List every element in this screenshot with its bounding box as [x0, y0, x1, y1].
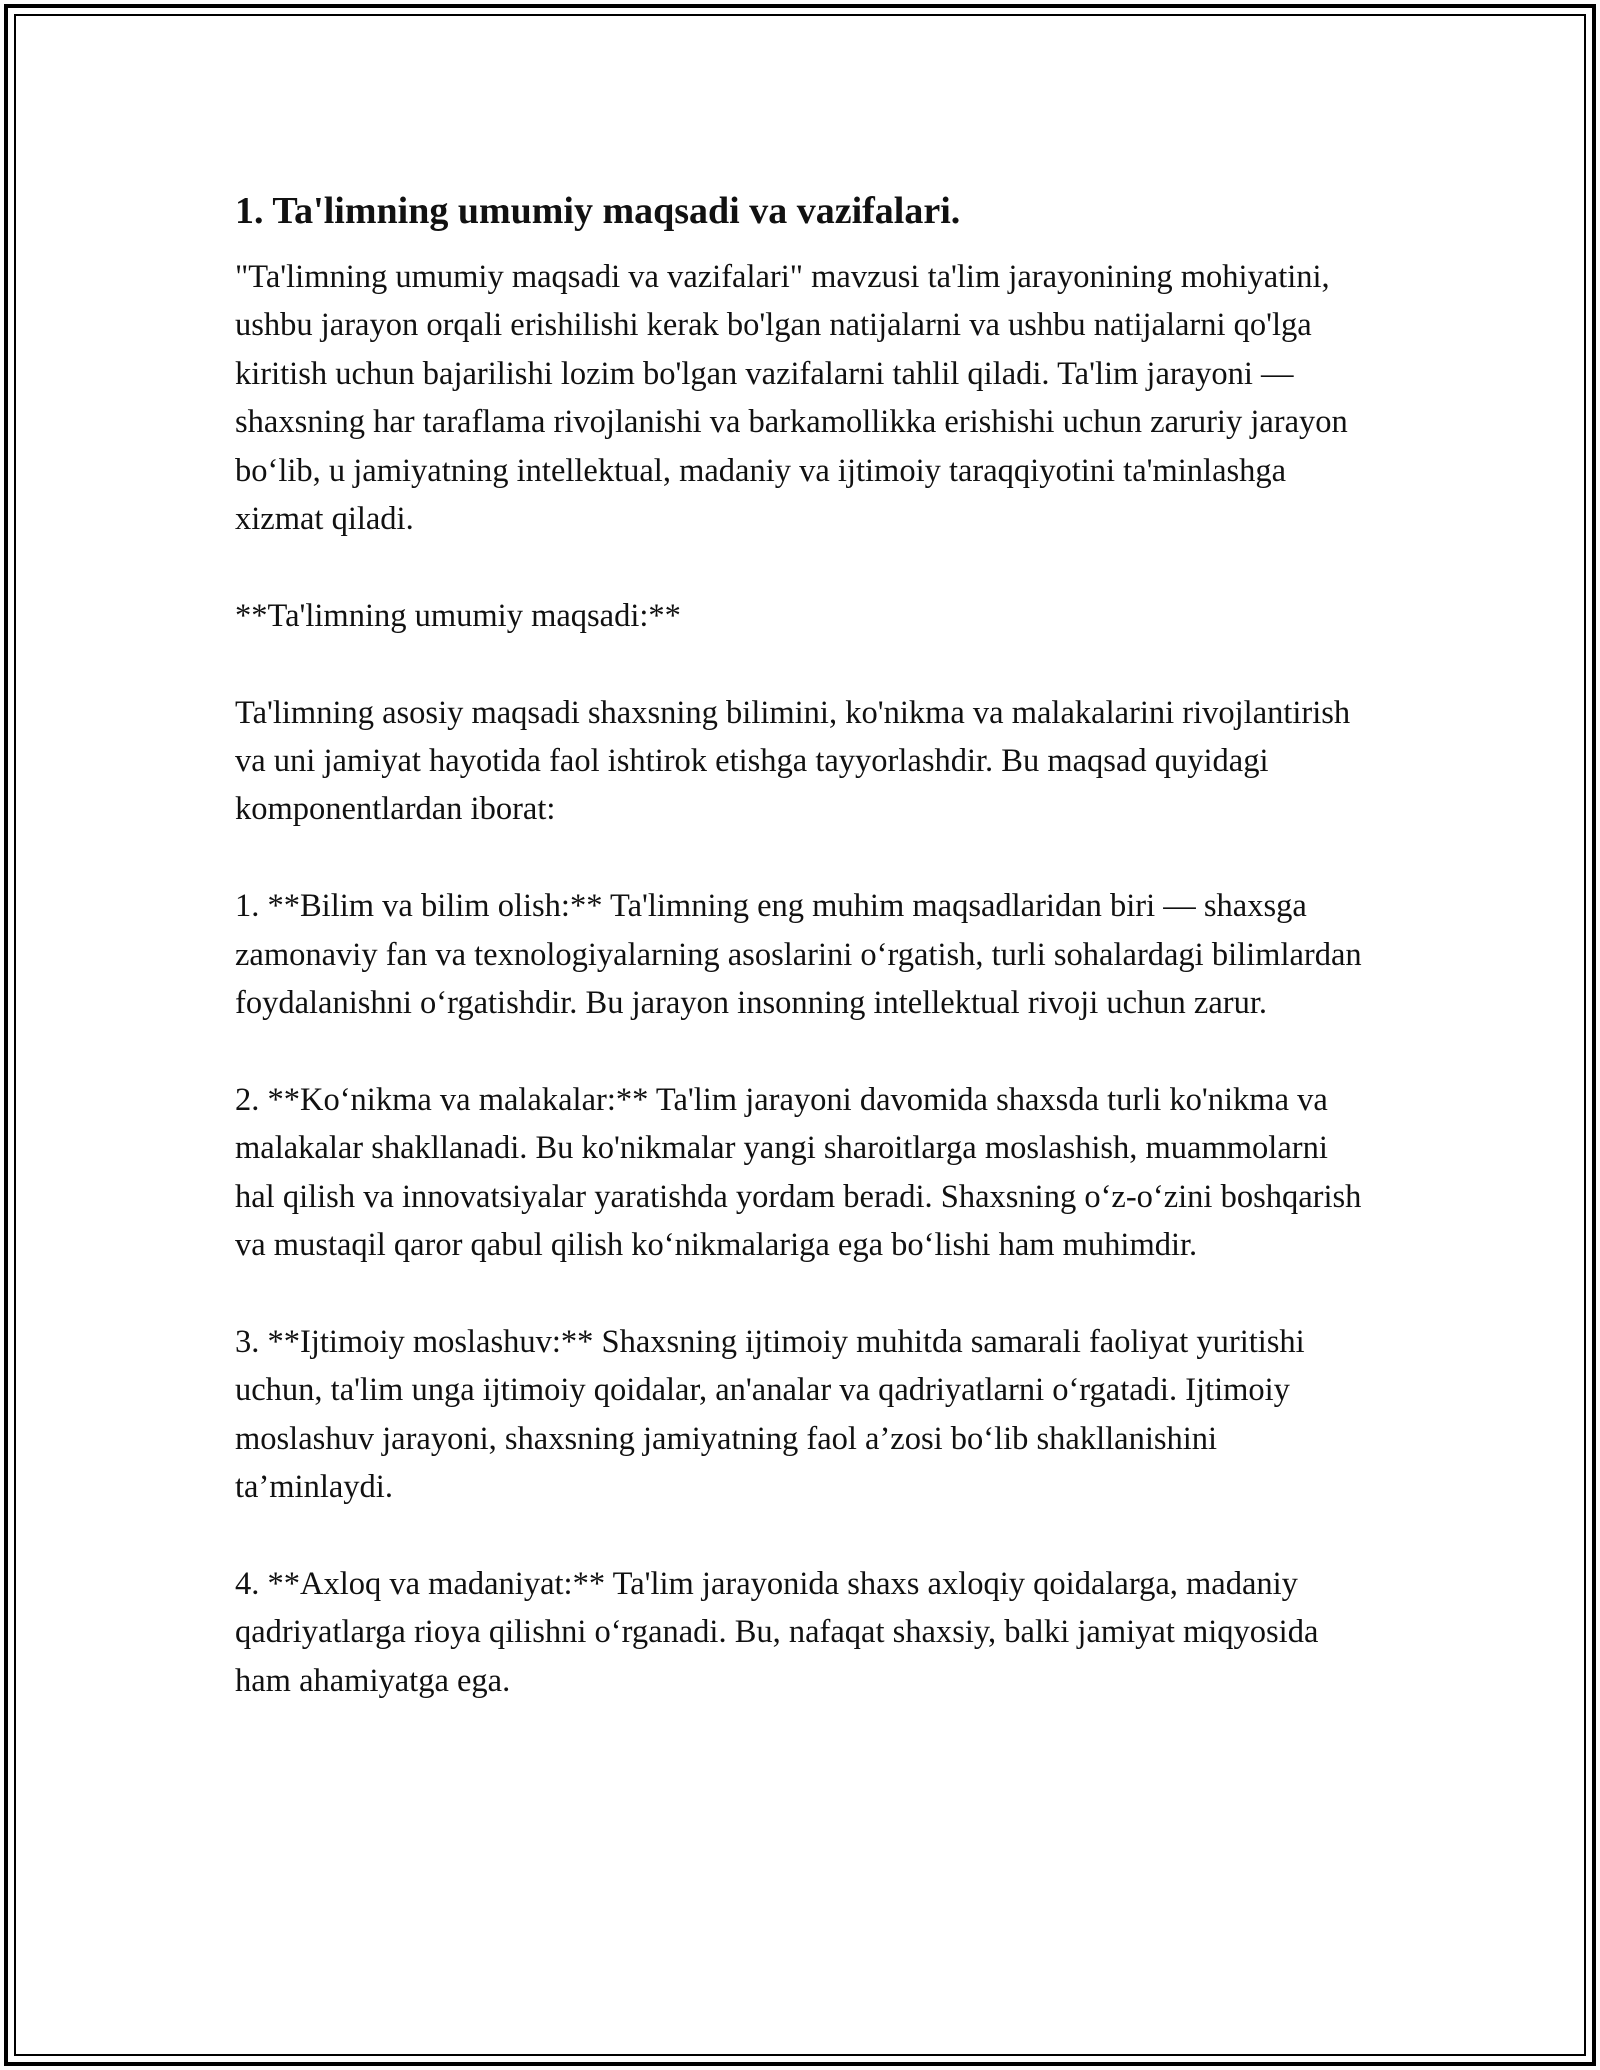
- document-title: 1. Ta'limning umumiy maqsadi va vazifalari.: [235, 190, 961, 232]
- list-item-bilim: 1. **Bilim va bilim olish:** Ta'limning eng muhim maqsadlaridan biri — shaxsga zamonaviy fan va texnologiyalarning asoslarini o‘rgatish, turli sohalardagi bilimlardan foydalanishni o‘rgatishdir. Bu jarayon insonning intellektual rivoji uchun zarur.: [235, 888, 1362, 1022]
- list-item-axloq: 4. **Axloq va madaniyat:** Ta'lim jarayonida shaxs axloqiy qoidalarga, madaniy qadriyatlarga rioya qilishni o‘rganadi. Bu, nafaqat shaxsiy, balki jamiyat miqyosida ham ahamiyatga ega.: [235, 1565, 1319, 1699]
- list-item-konikma: 2. **Ko‘nikma va malakalar:** Ta'lim jarayoni davomida shaxsda turli ko'nikma va malakalar shakllanadi. Bu ko'nikmalar yangi sharoitlarga moslashish, muammolarni hal qilish va innovatsiyalar yaratishda yordam beradi. Shaxsning o‘z-o‘zini boshqarish va mustaqil qaror qabul qilish ko‘nikmalariga ega bo‘lishi ham muhimdir.: [235, 1081, 1362, 1264]
- list-item-ijtimoiy: 3. **Ijtimoiy moslashuv:** Shaxsning ijtimoiy muhitda samarali faoliyat yuritishi uchun, ta'lim unga ijtimoiy qoidalar, an'analar va qadriyatlarni o‘rgatadi. Ijtimoiy moslashuv jarayoni, shaxsning jamiyatning faol a’zosi bo‘lib shakllanishini ta’minlaydi.: [235, 1323, 1305, 1506]
- goal-paragraph: Ta'limning asosiy maqsadi shaxsning bilimini, ko'nikma va malakalarini rivojlantirish va uni jamiyat hayotida faol ishtirok etishga tayyorlashdir. Bu maqsad quyidagi komponentlardan iborat:: [235, 694, 1351, 828]
- intro-paragraph: "Ta'limning umumiy maqsadi va vazifalari" mavzusi ta'lim jarayonining mohiyatini, ushbu jarayon orqali erishilishi kerak bo'lgan natijalarni va ushbu natijalarni qo'lga kiritish uchun bajarilishi lozim bo'lgan vazifalarni tahlil qiladi. Ta'lim jarayoni — shaxsning har taraflama rivojlanishi va barkamollikka erishishi uchun zaruriy jarayon bo‘lib, u jamiyatning intellektual, madaniy va ijtimoiy taraqqiyotini ta'minlashga xizmat qiladi.: [235, 259, 1348, 538]
- section-heading-maqsad: **Ta'limning umumiy maqsadi:**: [235, 597, 681, 634]
- document-body: [235, 185, 1365, 1753]
